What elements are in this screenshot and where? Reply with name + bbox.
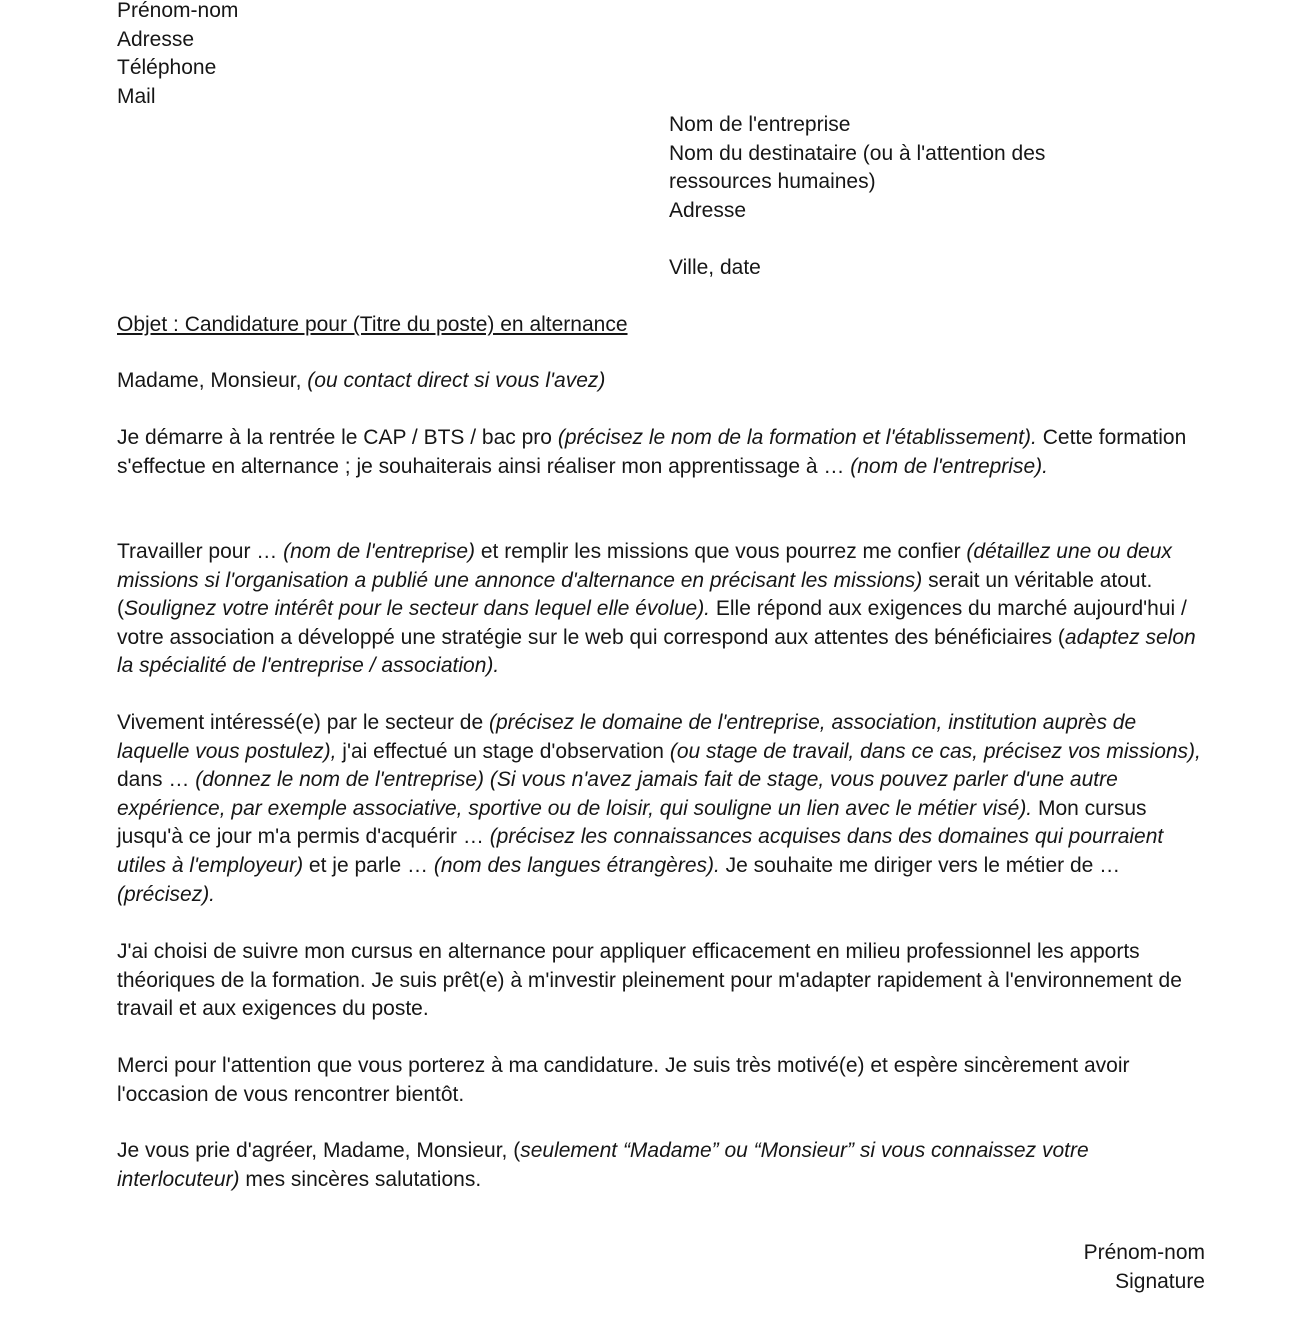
p3-g: Mon cursus jusqu'à ce jour m'a permis d'acquérir … [117,796,1147,849]
p6-c: mes sincères salutations. [239,1167,482,1191]
p3-k: Je souhaite me diriger vers le métier de … [719,853,1121,877]
sender-address: Adresse [117,28,195,51]
paragraph-3 [117,709,1212,909]
paragraph-6 [117,1137,1212,1194]
paragraph-1 [117,424,1212,481]
recipient-address: Adresse [669,199,747,222]
recipient-addressee-line1: Nom du destinataire (ou à l'attention des [669,142,1046,165]
p2-b: (nom de l'entreprise) [283,540,476,563]
p3-h: (précisez les connaissances acquises dans des domaines qui pourraient utiles à l'employeur) [117,825,1164,877]
p2-h: adaptez selon la spécialité de l'entreprise / association). [117,625,1196,678]
p3-j: (nom des langues étrangères). [433,853,720,877]
p2-a: Travailler pour … [117,540,284,563]
p3-c: j'ai effectué un stage d'observation [336,739,670,763]
p1-a: Je démarre à la rentrée le CAP / BTS / bac pro [117,426,558,449]
paragraph-4: J'ai choisi de suivre mon cursus en alternance pour appliquer efficacement en milieu professionnel les apports théoriques de la formation. Je suis prêt(e) à m'investir pleinement pour m'adapter rapidement à l'environnement de travail et aux exigences du poste. [117,940,1182,1021]
recipient-addressee-line2: ressources humaines) [669,170,876,193]
salutation-note: (ou contact direct si vous l'avez) [307,369,606,392]
p3-e: dans … [117,768,196,792]
city-date: Ville, date [669,256,761,279]
p3-a: Vivement intéressé(e) par le secteur de [117,711,489,734]
p2-g: Elle répond aux exigences du marché aujourd'hui / votre association a développé une stratégie sur le web qui correspond aux attentes des bénéficiaires ( [117,597,1187,649]
closing-signature: Signature [1115,1270,1205,1293]
salutation [117,367,1212,396]
p6-b: seulement “Madame” ou “Monsieur” si vous connaissez votre interlocuteur) [117,1139,1089,1191]
paragraph-5: Merci pour l'attention que vous porterez à ma candidature. Je suis très motivé(e) et espère sincèrement avoir l'occasion de vous rencontrer bientôt. [117,1054,1130,1106]
p1-d: (nom de l'entreprise). [850,454,1048,478]
p1-c: Cette formation s'effectue en alternance ; je souhaiterais ainsi réaliser mon apprentissage à … [117,426,1187,478]
closing-name: Prénom-nom [1083,1241,1205,1264]
p2-c: et remplir les missions que vous pourrez me confier [475,540,967,563]
p3-d: (ou stage de travail, dans ce cas, précisez vos missions), [669,739,1201,763]
p2-f: Soulignez votre intérêt pour le secteur dans lequel elle évolue). [124,597,711,621]
sender-phone: Téléphone [117,56,217,79]
p3-b: (précisez le domaine de l'entreprise, association, institution auprès de laquelle vous postulez), [117,711,1137,763]
letter-subject: Objet : Candidature pour (Titre du poste) en alternance [117,313,628,336]
p2-d: (détaillez une ou deux missions si l'organisation a publié une annonce d'alternance en précisant les missions) [117,540,1172,592]
p3-f: (donnez le nom de l'entreprise) (Si vous n'avez jamais fait de stage, vous pouvez parler d'une autre expérience, par exemple associative, sportive ou de loisir, qui souligne un lien avec le métier visé). [117,768,1118,820]
recipient-company: Nom de l'entreprise [669,113,851,136]
p2-e: serait un véritable atout. ( [117,568,1153,621]
salutation-text: Madame, Monsieur, [117,369,308,392]
paragraph-2 [117,538,1212,681]
p3-l: (précisez). [117,882,216,906]
sender-name: Prénom-nom [117,0,239,22]
p3-i: et je parle … [303,853,434,877]
p1-b: (précisez le nom de la formation et l'établissement). [557,426,1037,449]
p6-a: Je vous prie d'agréer, Madame, Monsieur, ( [117,1139,521,1162]
sender-mail: Mail [117,85,156,108]
